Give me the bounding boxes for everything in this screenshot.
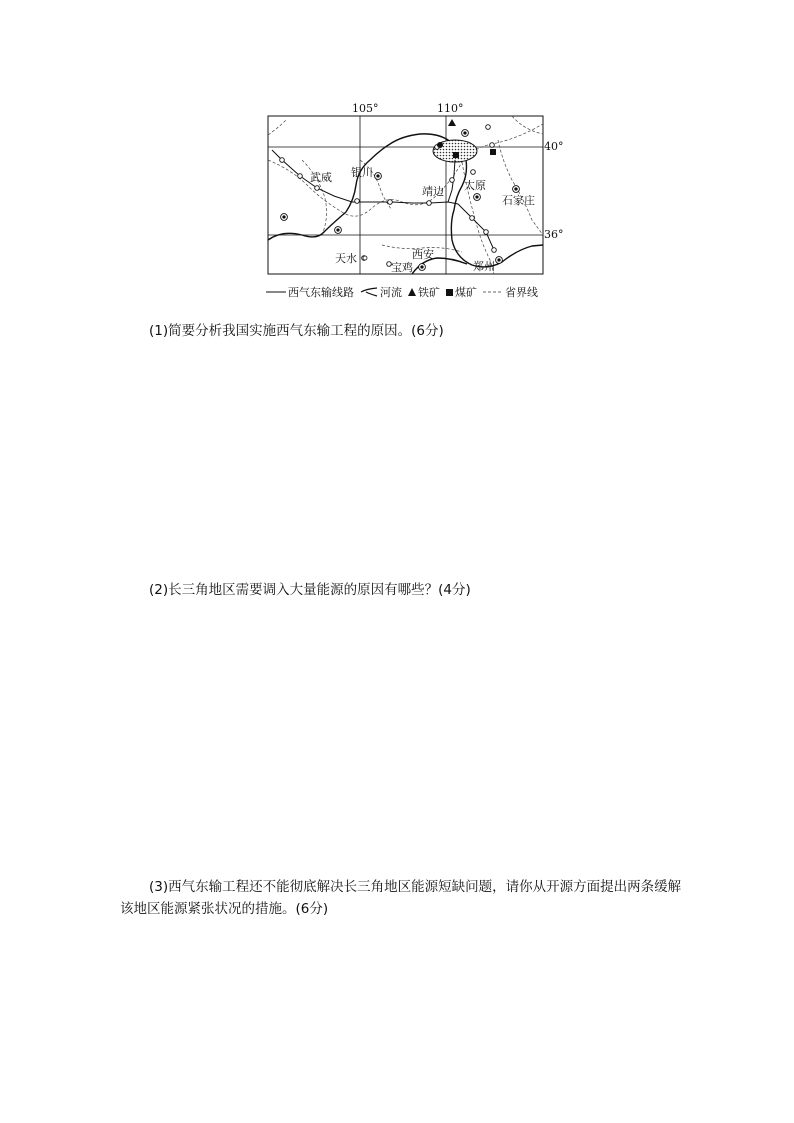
place-yinchuan: 银川 [351, 166, 373, 179]
gas-field-city [437, 142, 443, 148]
question-3: (3)西气东输工程还不能彻底解决长三角地区能源短缺问题，请你从开源方面提出两条缓解该地区能源紧张状况的措施。(6分) [120, 879, 682, 917]
place-wuwei: 武威 [310, 171, 332, 184]
coal-square-icon [446, 289, 453, 296]
lon-label-110: 110° [437, 102, 464, 115]
pipeline-line-icon [266, 288, 286, 296]
city-markers [281, 130, 520, 271]
place-baoji: 宝鸡 [391, 261, 413, 274]
legend-pipeline-label: 西气东输线路 [288, 286, 354, 299]
map-legend [266, 284, 538, 300]
legend-river [360, 284, 402, 300]
place-jingbian: 靖边 [422, 185, 444, 198]
river-line-icon [360, 287, 378, 297]
city-marker-tianshui [363, 256, 367, 260]
lat-label-40: 40° [544, 140, 564, 153]
place-zhengzhou: 郑州 [473, 260, 495, 273]
legend-border [483, 284, 538, 300]
iron-triangle-icon [408, 288, 416, 296]
question-2: (2)长三角地区需要调入大量能源的原因有哪些？(4分) [149, 582, 471, 598]
legend-iron-label: 铁矿 [418, 286, 440, 299]
legend-border-label: 省界线 [505, 286, 538, 299]
lon-label-105: 105° [352, 102, 379, 115]
legend-coal-label: 煤矿 [455, 286, 477, 299]
map-figure [262, 100, 562, 300]
legend-pipeline [266, 284, 354, 300]
legend-iron [408, 284, 440, 300]
legend-coal [446, 284, 477, 300]
place-taiyuan: 太原 [464, 179, 486, 192]
border-dash-icon [483, 288, 503, 296]
question-1: (1)简要分析我国实施西气东输工程的原因。(6分) [149, 323, 444, 339]
legend-river-label: 河流 [380, 286, 402, 299]
place-tianshui: 天水 [335, 252, 357, 265]
coal-mine-marker [490, 149, 496, 155]
iron-mine-marker [448, 119, 456, 126]
place-shijiazhuang: 石家庄 [502, 194, 535, 207]
coal-mine-marker-2 [453, 152, 459, 158]
place-xian: 西安 [412, 248, 434, 261]
lat-label-36: 36° [544, 228, 564, 241]
